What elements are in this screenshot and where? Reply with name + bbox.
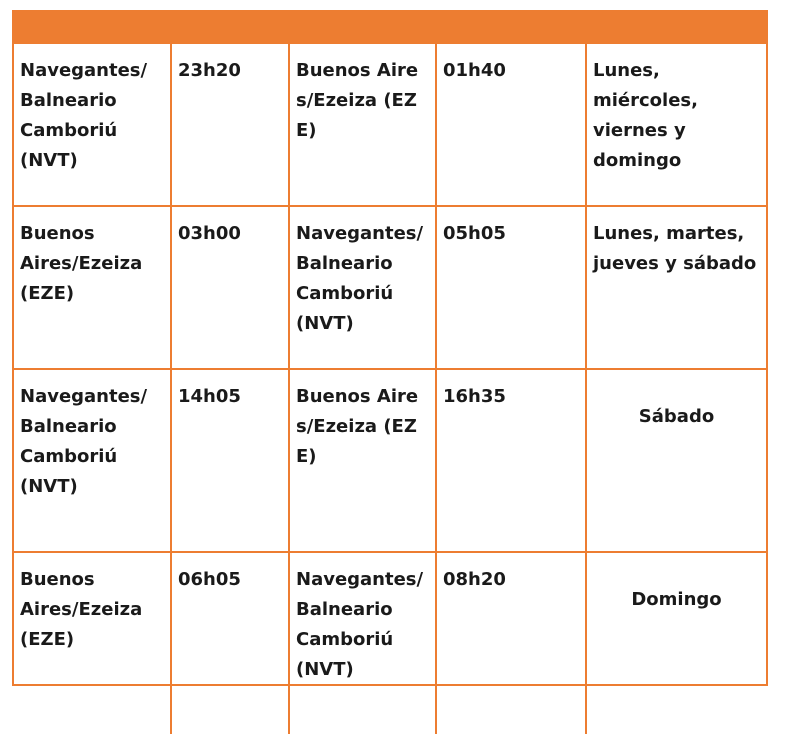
destination-cell: Navegantes/ Balneario Camboriú (NVT) [289,206,436,369]
destination-cell: Navegantes/ Balneario Camboriú (NVT) [289,552,436,734]
flight-schedule-frame [12,10,768,686]
destination-cell: Buenos Aires/Ezeiza (EZE) [289,44,436,206]
flight-schedule-table [14,44,766,734]
days-cell: Domingo [586,552,766,734]
origin-cell: Navegantes/ Balneario Camboriú (NVT) [14,369,171,552]
origin-cell: Buenos Aires/Ezeiza (EZE) [14,206,171,369]
table-row [14,44,766,206]
departure-time-cell: 03h00 [171,206,289,369]
table-row [14,369,766,552]
departure-time-cell: 14h05 [171,369,289,552]
departure-time-cell: 06h05 [171,552,289,734]
arrival-time-cell: 01h40 [436,44,586,206]
table-header-bar [14,12,766,44]
table-row [14,552,766,734]
table-row [14,206,766,369]
destination-cell: Buenos Aires/Ezeiza (EZE) [289,369,436,552]
arrival-time-cell: 08h20 [436,552,586,734]
days-cell: Lunes, miércoles, viernes y domingo [586,44,766,206]
origin-cell: Navegantes/ Balneario Camboriú (NVT) [14,44,171,206]
departure-time-cell: 23h20 [171,44,289,206]
days-cell: Sábado [586,369,766,552]
arrival-time-cell: 05h05 [436,206,586,369]
origin-cell: Buenos Aires/Ezeiza (EZE) [14,552,171,734]
arrival-time-cell: 16h35 [436,369,586,552]
days-cell: Lunes, martes, jueves y sábado [586,206,766,369]
